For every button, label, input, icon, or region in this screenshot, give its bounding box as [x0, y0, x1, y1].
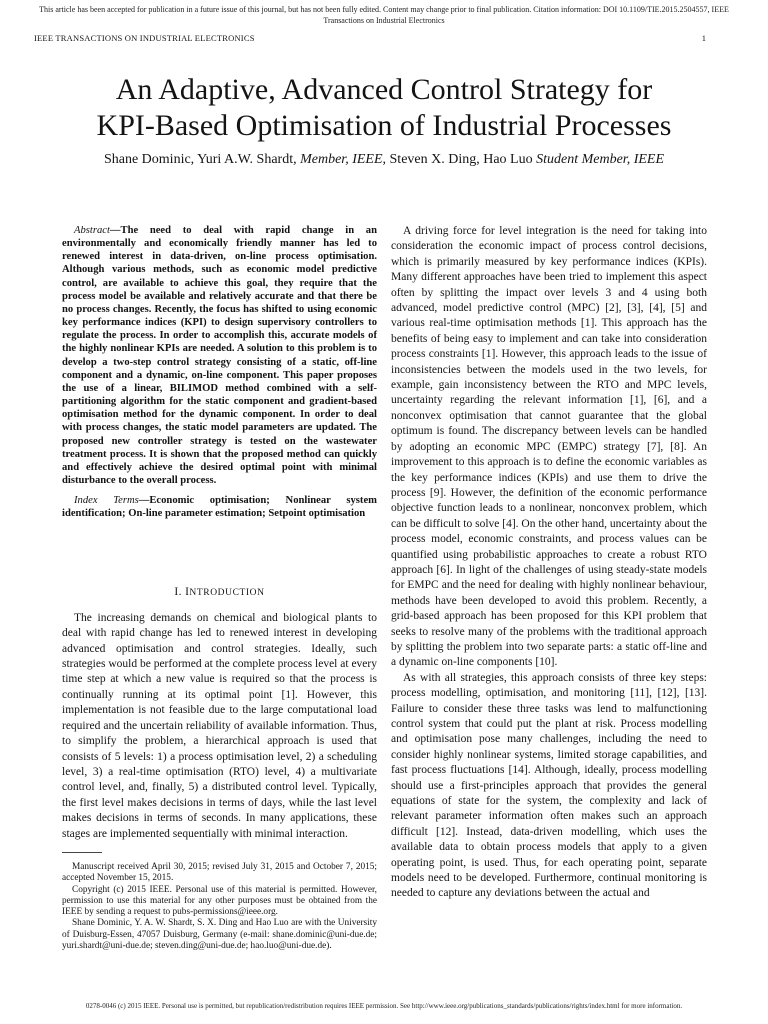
index-terms-lead: Index Terms [74, 495, 139, 507]
section-heading-introduction [62, 585, 377, 601]
right-column [391, 224, 707, 902]
paper-title [34, 72, 734, 144]
left-column [62, 224, 377, 842]
author-membership-a: Member, IEEE [300, 152, 383, 167]
author-membership-b: Student Member, IEEE [536, 152, 665, 167]
abstract-lead: Abstract [74, 225, 110, 236]
page-number: 1 [701, 33, 706, 43]
publication-notice-line1: This article has been accepted for publication in a future issue of this journal, but has not been fully edited. Content may change prior to final publication. Citation information: DOI 10.1109/TIE.2015.2504557, IEEE [39, 5, 729, 14]
body-paragraph-2: As with all strategies, this approach consists of three key steps: process modelling, optimisation, and monitoring [11], [12], [13]. Failure to consider these three tasks was lend to malfunctioning control system that could put the plant at risk. Process modelling and optimisation pose many challenges, including the need to consider highly nonlinear systems, limited storage capabilities, and fast process fluctuations [14]. Although, ideally, process modelling should use a first-principles approach that provides the general equations of state for the system, the complexity and lack of relevant parameter information often makes such an approach difficult [12]. Instead, data-driven modelling, which uses the available data to obtain process models that apply to a given operating point, is used. Thus, for each operating point, separate models need to be developed. Furthermore, continual monitoring is needed to capture any deviations between the actual and [391, 671, 707, 900]
abstract-text: —The need to deal with rapid change in an environmentally and economically friendly manner has led to renewed interest in data-driven, on-line process optimisation. Although various methods, such as economic model predictive control, are available to achieve this goal, they require that the process model be available and relatively accurate and that there be no process changes. Recently, the focus has shifted to using economic key performance indices (KPI) to design supervisory controllers to regulate the process. In order to accomplish this, accurate models of the highly nonlinear KPIs are needed. A solution to this problem is to develop a two-step control strategy consisting of a static, off-line component and a dynamic, on-line component. This paper proposes the use of a linear, BILIMOD method combined with a self-partitioning algorithm for the static component and gradient-based optimisation method for the dynamic component. In order to deal with process changes, the static model parameters are updated. The proposed new controller strategy is tested on the wastewater treatment process. It is shown that the proposed method can quickly and effectively achieve the desired optimal point with minimal disturbance to the overall process. [62, 225, 377, 486]
publication-notice [20, 4, 748, 26]
intro-paragraph-1: The increasing demands on chemical and biological plants to deal with rapid change has led to renewed interest in developing advanced optimisation and control strategies. Ideally, such strategies would be performed at the complete process level at every time step at which a new value is required so that the process is continually running at its optimal point [1]. However, this implementation is not feasible due to the large computational load required and the uncertain reliability of available information. Thus, to simplify the problem, a hierarchical approach is used that consists of 5 levels: 1) a process optimisation level, 2) a scheduling level, 3) a real-time optimisation (RTO) level, 4) a multivariate control level, and, finally, 5) a distributed control level. Typically, the first level makes decisions in terms of days, while the last level makes decisions in terms of seconds. In many applications, these stages are implemented sequentially with minimal interaction. [62, 611, 377, 840]
body-paragraph-1: A driving force for level integration is the need for taking into consideration the economic impact of process control decisions, which is primarily measured by key performance indices (KPIs). Many different approaches have been tried to implement this aspect often by splitting the impact over levels 3 and 4 using both advanced, model predictive control (MPC) [2], [3], [4], [5] and various real-time optimisation methods [1]. This approach has the benefits of being easy to implement and can take into consideration process constraints [1]. However, this approach leads to the issue of inconsistencies between the models used in the two levels, for example, gain inconsistency between the RTO and MPC levels, uncertainty regarding the relevant information [1], [6], and a nonconvex optimisation that cannot guarantee that the global optimum is found. The discrepancy between levels can be handled by adopting an economic MPC (EMPC) strategy [7], [8]. An improvement to this approach is to define the economic variables as the key performance indices (KPIs) and use them to drive the process [9]. However, the definition of the economic performance objective function leads to a nonlinear, nonconvex problem, which can be difficult to solve [4]. On the other hand, uncertainty about the process model, economic constraints, and process values can be quantified using probabilistic approaches to create a robust RTO approach [6]. In light of the challenges of using steady-state models for EMPC and the need for dealing with highly nonlinear behaviour, methods have been developed to avoid this problem. Recently, a grid-based approach has been proposed for this KPI problem that seeks to resolve many of the problems with the traditional approach by splitting the problem into two separate parts: a static off-line and a dynamic on-line components [10]. [391, 225, 707, 669]
running-head: IEEE TRANSACTIONS ON INDUSTRIAL ELECTRONICS [34, 33, 255, 43]
publication-notice-line2: Transactions on Industrial Electronics [323, 16, 445, 25]
footnotes [62, 862, 377, 952]
footnote-copyright: Copyright (c) 2015 IEEE. Personal use of this material is permitted. However, permission to use this material for any other purposes must be obtained from the IEEE by sending a request to pubs-permissions@ieee.org. [62, 884, 377, 918]
paper-title-line2: KPI-Based Optimisation of Industrial Processes [96, 109, 672, 142]
authors-part-a: Shane Dominic, Yuri A.W. Shardt, [103, 152, 301, 167]
copyright-footer: 0278-0046 (c) 2015 IEEE. Personal use is permitted, but republication/redistribution requires IEEE permission. See http://www.ieee.org/publications_standards/publications/rights/index.html for more information. [85, 1002, 683, 1010]
authors-part-b: , Steven X. Ding, Hao Luo [382, 152, 537, 167]
index-terms [62, 494, 377, 520]
paper-title-line1: An Adaptive, Advanced Control Strategy for [115, 73, 653, 106]
section-number: I. [174, 586, 186, 599]
footnote-divider [62, 852, 102, 853]
footnote-received: Manuscript received April 30, 2015; revised July 31, 2015 and October 7, 2015; accepted November 15, 2015. [62, 862, 377, 884]
footnote-affiliation: Shane Dominic, Y. A. W. Shardt, S. X. Ding and Hao Luo are with the University of Duisburg-Essen, 47057 Duisburg, Germany (e-mail: shane.dominic@uni-due.de; yuri.shardt@uni-due.de; steven.ding@uni-due.de; hao.luo@uni-due.de). [62, 918, 377, 952]
abstract [62, 224, 377, 487]
author-line [34, 151, 734, 169]
index-terms-text: —Economic optimisation; Nonlinear system identification; On-line parameter estimation; Setpoint optimisation [62, 495, 377, 520]
section-first-letter: I [185, 586, 190, 599]
section-title-rest: NTRODUCTION [189, 588, 265, 599]
